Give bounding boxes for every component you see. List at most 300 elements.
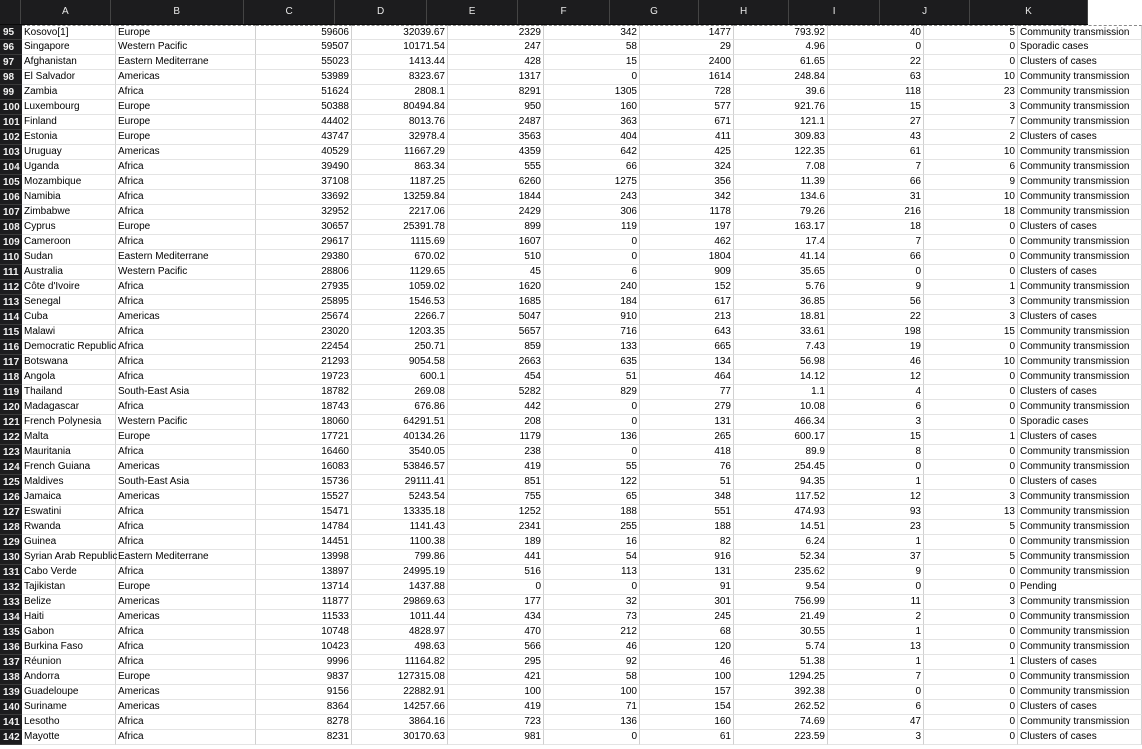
row-header[interactable]: 125 — [0, 475, 22, 490]
cell-h[interactable]: 248.84 — [734, 70, 828, 85]
cell-g[interactable]: 342 — [640, 190, 734, 205]
cell-f[interactable]: 212 — [544, 625, 640, 640]
cell-f[interactable]: 100 — [544, 685, 640, 700]
cell-e[interactable]: 45 — [448, 265, 544, 280]
cell-j[interactable]: 0 — [924, 730, 1018, 745]
cell-g[interactable]: 197 — [640, 220, 734, 235]
cell-f[interactable]: 255 — [544, 520, 640, 535]
cell-k[interactable]: Community transmission — [1018, 175, 1142, 190]
cell-h[interactable]: 36.85 — [734, 295, 828, 310]
cell-a[interactable]: Guinea — [22, 535, 116, 550]
cell-a[interactable]: Angola — [22, 370, 116, 385]
cell-a[interactable]: Tajikistan — [22, 580, 116, 595]
cell-h[interactable]: 262.52 — [734, 700, 828, 715]
cell-c[interactable]: 8364 — [256, 700, 352, 715]
cell-b[interactable]: Americas — [116, 70, 256, 85]
cell-a[interactable]: Zimbabwe — [22, 205, 116, 220]
cell-h[interactable]: 309.83 — [734, 130, 828, 145]
cell-h[interactable]: 10.08 — [734, 400, 828, 415]
cell-d[interactable]: 30170.63 — [352, 730, 448, 745]
cell-j[interactable]: 0 — [924, 265, 1018, 280]
cell-g[interactable]: 916 — [640, 550, 734, 565]
cell-j[interactable]: 18 — [924, 205, 1018, 220]
cell-d[interactable]: 53846.57 — [352, 460, 448, 475]
cell-d[interactable]: 32039.67 — [352, 25, 448, 40]
cell-c[interactable]: 59507 — [256, 40, 352, 55]
cell-e[interactable]: 295 — [448, 655, 544, 670]
cell-g[interactable]: 265 — [640, 430, 734, 445]
cell-d[interactable]: 676.86 — [352, 400, 448, 415]
cell-e[interactable]: 516 — [448, 565, 544, 580]
cell-a[interactable]: Thailand — [22, 385, 116, 400]
cell-i[interactable]: 0 — [828, 40, 924, 55]
row-header[interactable]: 97 — [0, 55, 22, 70]
cell-b[interactable]: Western Pacific — [116, 40, 256, 55]
cell-e[interactable]: 2341 — [448, 520, 544, 535]
cell-a[interactable]: Eswatini — [22, 505, 116, 520]
cell-a[interactable]: Belize — [22, 595, 116, 610]
cell-f[interactable]: 122 — [544, 475, 640, 490]
cell-e[interactable]: 5282 — [448, 385, 544, 400]
cell-d[interactable]: 3540.05 — [352, 445, 448, 460]
cell-a[interactable]: Madagascar — [22, 400, 116, 415]
cell-a[interactable]: Uganda — [22, 160, 116, 175]
cell-e[interactable]: 723 — [448, 715, 544, 730]
cell-b[interactable]: Africa — [116, 520, 256, 535]
cell-i[interactable]: 1 — [828, 625, 924, 640]
cell-j[interactable]: 10 — [924, 145, 1018, 160]
cell-b[interactable]: Africa — [116, 370, 256, 385]
cell-d[interactable]: 32978.4 — [352, 130, 448, 145]
cell-b[interactable]: Eastern Mediterrane — [116, 550, 256, 565]
cell-a[interactable]: Mayotte — [22, 730, 116, 745]
cell-k[interactable]: Clusters of cases — [1018, 385, 1142, 400]
cell-e[interactable]: 8291 — [448, 85, 544, 100]
cell-g[interactable]: 464 — [640, 370, 734, 385]
cell-k[interactable]: Community transmission — [1018, 325, 1142, 340]
cell-g[interactable]: 51 — [640, 475, 734, 490]
cell-c[interactable]: 50388 — [256, 100, 352, 115]
row-header[interactable]: 136 — [0, 640, 22, 655]
cell-h[interactable]: 1.1 — [734, 385, 828, 400]
cell-g[interactable]: 131 — [640, 415, 734, 430]
cell-j[interactable]: 0 — [924, 700, 1018, 715]
cell-k[interactable]: Community transmission — [1018, 715, 1142, 730]
cell-d[interactable]: 1011.44 — [352, 610, 448, 625]
cell-i[interactable]: 43 — [828, 130, 924, 145]
cell-d[interactable]: 1141.43 — [352, 520, 448, 535]
cell-i[interactable]: 6 — [828, 700, 924, 715]
cell-c[interactable]: 40529 — [256, 145, 352, 160]
cell-c[interactable]: 9156 — [256, 685, 352, 700]
cell-j[interactable]: 10 — [924, 355, 1018, 370]
cell-a[interactable]: French Polynesia — [22, 415, 116, 430]
cell-g[interactable]: 348 — [640, 490, 734, 505]
cell-b[interactable]: Western Pacific — [116, 265, 256, 280]
cell-d[interactable]: 1437.88 — [352, 580, 448, 595]
cell-f[interactable]: 119 — [544, 220, 640, 235]
cell-c[interactable]: 33692 — [256, 190, 352, 205]
cell-c[interactable]: 13714 — [256, 580, 352, 595]
cell-j[interactable]: 0 — [924, 475, 1018, 490]
cell-h[interactable]: 41.14 — [734, 250, 828, 265]
cell-e[interactable]: 2429 — [448, 205, 544, 220]
cell-c[interactable]: 18060 — [256, 415, 352, 430]
cell-k[interactable]: Community transmission — [1018, 640, 1142, 655]
cell-c[interactable]: 9996 — [256, 655, 352, 670]
cell-a[interactable]: Democratic Republic — [22, 340, 116, 355]
cell-i[interactable]: 7 — [828, 235, 924, 250]
cell-e[interactable]: 5047 — [448, 310, 544, 325]
cell-a[interactable]: Andorra — [22, 670, 116, 685]
cell-k[interactable]: Community transmission — [1018, 250, 1142, 265]
cell-i[interactable]: 8 — [828, 445, 924, 460]
cell-g[interactable]: 418 — [640, 445, 734, 460]
cell-g[interactable]: 188 — [640, 520, 734, 535]
cell-a[interactable]: Lesotho — [22, 715, 116, 730]
cell-c[interactable]: 29617 — [256, 235, 352, 250]
cell-e[interactable]: 4359 — [448, 145, 544, 160]
cell-i[interactable]: 22 — [828, 55, 924, 70]
cell-b[interactable]: Africa — [116, 280, 256, 295]
cell-a[interactable]: Finland — [22, 115, 116, 130]
cell-c[interactable]: 9837 — [256, 670, 352, 685]
cell-b[interactable]: Eastern Mediterrane — [116, 55, 256, 70]
cell-b[interactable]: Europe — [116, 115, 256, 130]
cell-a[interactable]: Mozambique — [22, 175, 116, 190]
cell-g[interactable]: 154 — [640, 700, 734, 715]
cell-i[interactable]: 198 — [828, 325, 924, 340]
cell-e[interactable]: 454 — [448, 370, 544, 385]
cell-k[interactable]: Community transmission — [1018, 520, 1142, 535]
cell-d[interactable]: 22882.91 — [352, 685, 448, 700]
cell-i[interactable]: 9 — [828, 565, 924, 580]
row-header[interactable]: 106 — [0, 190, 22, 205]
cell-g[interactable]: 82 — [640, 535, 734, 550]
cell-e[interactable]: 238 — [448, 445, 544, 460]
cell-c[interactable]: 55023 — [256, 55, 352, 70]
row-header[interactable]: 134 — [0, 610, 22, 625]
row-header[interactable]: 118 — [0, 370, 22, 385]
cell-j[interactable]: 0 — [924, 565, 1018, 580]
cell-e[interactable]: 6260 — [448, 175, 544, 190]
cell-a[interactable]: Jamaica — [22, 490, 116, 505]
row-header[interactable]: 111 — [0, 265, 22, 280]
cell-c[interactable]: 30657 — [256, 220, 352, 235]
row-header[interactable]: 103 — [0, 145, 22, 160]
cell-c[interactable]: 11877 — [256, 595, 352, 610]
row-header[interactable]: 112 — [0, 280, 22, 295]
cell-i[interactable]: 9 — [828, 280, 924, 295]
cell-f[interactable]: 58 — [544, 670, 640, 685]
cell-d[interactable]: 8323.67 — [352, 70, 448, 85]
row-header[interactable]: 124 — [0, 460, 22, 475]
cell-j[interactable]: 10 — [924, 190, 1018, 205]
cell-h[interactable]: 14.51 — [734, 520, 828, 535]
cell-i[interactable]: 61 — [828, 145, 924, 160]
cell-j[interactable]: 5 — [924, 550, 1018, 565]
cell-k[interactable]: Community transmission — [1018, 595, 1142, 610]
cell-e[interactable]: 177 — [448, 595, 544, 610]
cell-h[interactable]: 89.9 — [734, 445, 828, 460]
row-header[interactable]: 129 — [0, 535, 22, 550]
cell-a[interactable]: Cameroon — [22, 235, 116, 250]
row-header[interactable]: 122 — [0, 430, 22, 445]
cell-j[interactable]: 0 — [924, 370, 1018, 385]
cell-k[interactable]: Community transmission — [1018, 490, 1142, 505]
cell-c[interactable]: 44402 — [256, 115, 352, 130]
cell-b[interactable]: Americas — [116, 595, 256, 610]
cell-f[interactable]: 65 — [544, 490, 640, 505]
cell-k[interactable]: Clusters of cases — [1018, 310, 1142, 325]
cell-f[interactable]: 54 — [544, 550, 640, 565]
cell-g[interactable]: 728 — [640, 85, 734, 100]
cell-b[interactable]: Africa — [116, 205, 256, 220]
cell-d[interactable]: 1129.65 — [352, 265, 448, 280]
column-header-d[interactable]: D — [335, 0, 426, 24]
cell-h[interactable]: 7.08 — [734, 160, 828, 175]
cell-g[interactable]: 1614 — [640, 70, 734, 85]
cell-i[interactable]: 4 — [828, 385, 924, 400]
column-header-b[interactable]: B — [111, 0, 244, 24]
cell-f[interactable]: 16 — [544, 535, 640, 550]
cell-g[interactable]: 68 — [640, 625, 734, 640]
cell-i[interactable]: 7 — [828, 670, 924, 685]
cell-k[interactable]: Clusters of cases — [1018, 130, 1142, 145]
cell-j[interactable]: 0 — [924, 670, 1018, 685]
cell-k[interactable]: Sporadic cases — [1018, 415, 1142, 430]
cell-k[interactable]: Community transmission — [1018, 145, 1142, 160]
cell-a[interactable]: Suriname — [22, 700, 116, 715]
cell-b[interactable]: Africa — [116, 175, 256, 190]
cell-i[interactable]: 19 — [828, 340, 924, 355]
cell-k[interactable]: Community transmission — [1018, 565, 1142, 580]
cell-i[interactable]: 31 — [828, 190, 924, 205]
cell-e[interactable]: 247 — [448, 40, 544, 55]
cell-d[interactable]: 11667.29 — [352, 145, 448, 160]
cell-k[interactable]: Clusters of cases — [1018, 430, 1142, 445]
cell-d[interactable]: 40134.26 — [352, 430, 448, 445]
cell-j[interactable]: 0 — [924, 640, 1018, 655]
cell-g[interactable]: 61 — [640, 730, 734, 745]
cell-f[interactable]: 306 — [544, 205, 640, 220]
cell-a[interactable]: Syrian Arab Republic — [22, 550, 116, 565]
cell-j[interactable]: 0 — [924, 340, 1018, 355]
cell-i[interactable]: 47 — [828, 715, 924, 730]
cell-b[interactable]: South-East Asia — [116, 475, 256, 490]
cell-h[interactable]: 134.6 — [734, 190, 828, 205]
cell-d[interactable]: 4828.97 — [352, 625, 448, 640]
cell-i[interactable]: 40 — [828, 25, 924, 40]
row-header[interactable]: 108 — [0, 220, 22, 235]
cell-f[interactable]: 635 — [544, 355, 640, 370]
cell-a[interactable]: Kosovo[1] — [22, 25, 116, 40]
cell-h[interactable]: 600.17 — [734, 430, 828, 445]
cell-j[interactable]: 3 — [924, 100, 1018, 115]
cell-a[interactable]: Gabon — [22, 625, 116, 640]
cell-b[interactable]: Africa — [116, 355, 256, 370]
cell-d[interactable]: 64291.51 — [352, 415, 448, 430]
cell-g[interactable]: 301 — [640, 595, 734, 610]
row-header[interactable]: 101 — [0, 115, 22, 130]
row-header[interactable]: 119 — [0, 385, 22, 400]
cell-f[interactable]: 716 — [544, 325, 640, 340]
cell-d[interactable]: 29869.63 — [352, 595, 448, 610]
cell-h[interactable]: 14.12 — [734, 370, 828, 385]
cell-d[interactable]: 24995.19 — [352, 565, 448, 580]
cell-f[interactable]: 243 — [544, 190, 640, 205]
cell-h[interactable]: 235.62 — [734, 565, 828, 580]
cell-a[interactable]: Zambia — [22, 85, 116, 100]
cell-b[interactable]: Europe — [116, 670, 256, 685]
cell-b[interactable]: Africa — [116, 655, 256, 670]
cell-k[interactable]: Community transmission — [1018, 400, 1142, 415]
cell-d[interactable]: 29111.41 — [352, 475, 448, 490]
row-header[interactable]: 130 — [0, 550, 22, 565]
cell-i[interactable]: 2 — [828, 610, 924, 625]
cell-b[interactable]: Africa — [116, 445, 256, 460]
cell-f[interactable]: 46 — [544, 640, 640, 655]
cell-k[interactable]: Clusters of cases — [1018, 265, 1142, 280]
cell-d[interactable]: 80494.84 — [352, 100, 448, 115]
cell-e[interactable]: 2663 — [448, 355, 544, 370]
column-header-a[interactable]: A — [21, 0, 111, 24]
cell-b[interactable]: Americas — [116, 310, 256, 325]
cell-c[interactable]: 59606 — [256, 25, 352, 40]
cell-h[interactable]: 17.4 — [734, 235, 828, 250]
cell-e[interactable]: 189 — [448, 535, 544, 550]
cell-f[interactable]: 136 — [544, 715, 640, 730]
cell-c[interactable]: 10423 — [256, 640, 352, 655]
row-header[interactable]: 99 — [0, 85, 22, 100]
cell-j[interactable]: 3 — [924, 490, 1018, 505]
cell-e[interactable]: 981 — [448, 730, 544, 745]
cell-f[interactable]: 0 — [544, 70, 640, 85]
cell-a[interactable]: Singapore — [22, 40, 116, 55]
cell-i[interactable]: 3 — [828, 730, 924, 745]
cell-h[interactable]: 30.55 — [734, 625, 828, 640]
cell-d[interactable]: 1059.02 — [352, 280, 448, 295]
cell-j[interactable]: 0 — [924, 40, 1018, 55]
cell-f[interactable]: 51 — [544, 370, 640, 385]
cell-h[interactable]: 474.93 — [734, 505, 828, 520]
cell-b[interactable]: Africa — [116, 730, 256, 745]
select-all-corner[interactable] — [0, 0, 21, 24]
cell-b[interactable]: Eastern Mediterrane — [116, 250, 256, 265]
cell-d[interactable]: 3864.16 — [352, 715, 448, 730]
cell-d[interactable]: 2808.1 — [352, 85, 448, 100]
cell-i[interactable]: 0 — [828, 265, 924, 280]
cell-g[interactable]: 29 — [640, 40, 734, 55]
cell-c[interactable]: 8278 — [256, 715, 352, 730]
cell-i[interactable]: 37 — [828, 550, 924, 565]
cell-j[interactable]: 15 — [924, 325, 1018, 340]
cell-f[interactable]: 55 — [544, 460, 640, 475]
cell-c[interactable]: 19723 — [256, 370, 352, 385]
cell-d[interactable]: 1203.35 — [352, 325, 448, 340]
cell-k[interactable]: Community transmission — [1018, 685, 1142, 700]
row-header[interactable]: 142 — [0, 730, 22, 745]
cell-d[interactable]: 1546.53 — [352, 295, 448, 310]
cell-d[interactable]: 25391.78 — [352, 220, 448, 235]
cell-h[interactable]: 254.45 — [734, 460, 828, 475]
cell-i[interactable]: 0 — [828, 460, 924, 475]
cell-j[interactable]: 0 — [924, 535, 1018, 550]
cell-d[interactable]: 2217.06 — [352, 205, 448, 220]
cell-g[interactable]: 411 — [640, 130, 734, 145]
cell-k[interactable]: Community transmission — [1018, 205, 1142, 220]
cell-b[interactable]: Europe — [116, 430, 256, 445]
cell-b[interactable]: Europe — [116, 100, 256, 115]
cell-d[interactable]: 1115.69 — [352, 235, 448, 250]
cell-d[interactable]: 600.1 — [352, 370, 448, 385]
row-header[interactable]: 133 — [0, 595, 22, 610]
cell-i[interactable]: 0 — [828, 685, 924, 700]
row-header[interactable]: 114 — [0, 310, 22, 325]
cell-j[interactable]: 0 — [924, 715, 1018, 730]
cell-i[interactable]: 15 — [828, 100, 924, 115]
cell-g[interactable]: 617 — [640, 295, 734, 310]
cell-c[interactable]: 17721 — [256, 430, 352, 445]
cell-b[interactable]: Americas — [116, 460, 256, 475]
cell-a[interactable]: Réunion — [22, 655, 116, 670]
cell-g[interactable]: 77 — [640, 385, 734, 400]
cell-j[interactable]: 13 — [924, 505, 1018, 520]
cell-j[interactable]: 0 — [924, 445, 1018, 460]
cell-e[interactable]: 421 — [448, 670, 544, 685]
cell-b[interactable]: Europe — [116, 25, 256, 40]
cell-a[interactable]: Botswana — [22, 355, 116, 370]
cell-i[interactable]: 56 — [828, 295, 924, 310]
cell-d[interactable]: 1413.44 — [352, 55, 448, 70]
cell-a[interactable]: Luxembourg — [22, 100, 116, 115]
cell-f[interactable]: 642 — [544, 145, 640, 160]
row-header[interactable]: 127 — [0, 505, 22, 520]
cell-e[interactable]: 434 — [448, 610, 544, 625]
cell-b[interactable]: Americas — [116, 610, 256, 625]
cell-g[interactable]: 551 — [640, 505, 734, 520]
cell-a[interactable]: Mauritania — [22, 445, 116, 460]
cell-e[interactable]: 555 — [448, 160, 544, 175]
cell-e[interactable]: 419 — [448, 700, 544, 715]
cell-h[interactable]: 39.6 — [734, 85, 828, 100]
cell-f[interactable]: 829 — [544, 385, 640, 400]
cell-k[interactable]: Community transmission — [1018, 190, 1142, 205]
cell-f[interactable]: 0 — [544, 400, 640, 415]
cell-g[interactable]: 671 — [640, 115, 734, 130]
column-header-e[interactable]: E — [427, 0, 518, 24]
cell-i[interactable]: 15 — [828, 430, 924, 445]
cell-c[interactable]: 37108 — [256, 175, 352, 190]
cell-i[interactable]: 12 — [828, 370, 924, 385]
cell-c[interactable]: 15471 — [256, 505, 352, 520]
cell-f[interactable]: 15 — [544, 55, 640, 70]
row-header[interactable]: 117 — [0, 355, 22, 370]
cell-h[interactable]: 5.76 — [734, 280, 828, 295]
cell-a[interactable]: Uruguay — [22, 145, 116, 160]
row-header[interactable]: 140 — [0, 700, 22, 715]
cell-b[interactable]: Americas — [116, 145, 256, 160]
row-header[interactable]: 128 — [0, 520, 22, 535]
cell-a[interactable]: Estonia — [22, 130, 116, 145]
cell-d[interactable]: 10171.54 — [352, 40, 448, 55]
cell-k[interactable]: Community transmission — [1018, 550, 1142, 565]
cell-g[interactable]: 1804 — [640, 250, 734, 265]
column-header-k[interactable]: K — [970, 0, 1088, 24]
row-header[interactable]: 113 — [0, 295, 22, 310]
cell-a[interactable]: Sudan — [22, 250, 116, 265]
cell-f[interactable]: 0 — [544, 580, 640, 595]
